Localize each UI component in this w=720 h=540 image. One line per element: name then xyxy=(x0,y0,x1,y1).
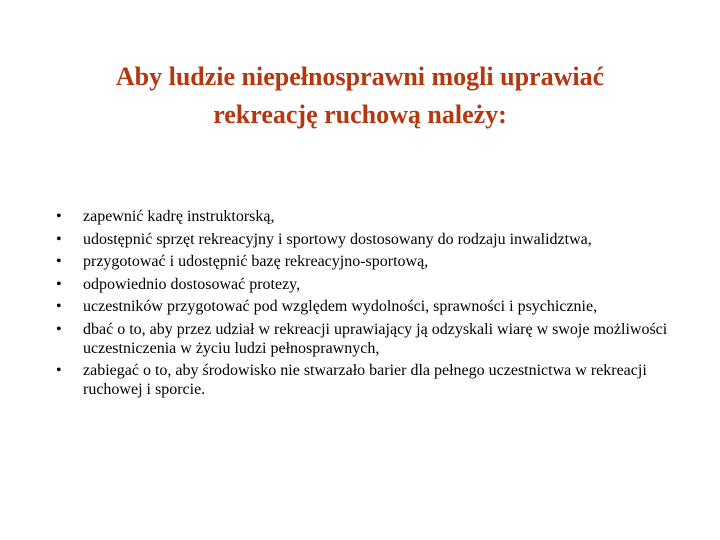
bullet-item xyxy=(56,275,676,294)
bullet-dot-icon: • xyxy=(56,362,62,379)
bullet-dot-icon: • xyxy=(56,253,62,270)
slide-title-line-2: rekreację ruchową należy: xyxy=(213,100,507,129)
bullet-text: dbać o to, aby przez udział w rekreacji uprawiający ją odzyskali wiarę w swoje możliwości uczestniczenia w życiu ludzi pełnosprawnych, xyxy=(83,320,668,357)
bullet-list xyxy=(56,207,676,403)
bullet-item xyxy=(56,361,676,399)
slide-title-line-1: Aby ludzie niepełnosprawni mogli uprawiać xyxy=(115,62,605,91)
bullet-dot-icon: • xyxy=(56,298,62,315)
slide-title xyxy=(40,58,680,134)
bullet-dot-icon: • xyxy=(56,208,62,225)
bullet-dot-icon: • xyxy=(56,275,62,293)
bullet-text: udostępnić sprzęt rekreacyjny i sportowy dostosowany do rodzaju inwalidztwa, xyxy=(83,230,592,248)
bullet-text: zabiegać o to, aby środowisko nie stwarzało barier dla pełnego uczestnictwa w rekreacji ruchowej i sporcie. xyxy=(83,362,647,398)
bullet-item xyxy=(56,230,676,249)
bullet-text: zapewnić kadrę instruktorską, xyxy=(83,208,275,225)
bullet-text: odpowiednio dostosować protezy, xyxy=(83,275,301,293)
bullet-item xyxy=(56,252,676,271)
bullet-item xyxy=(56,320,676,358)
bullet-item xyxy=(56,297,676,316)
bullet-dot-icon: • xyxy=(56,320,62,338)
bullet-text: przygotować i udostępnić bazę rekreacyjno-sportową, xyxy=(83,253,429,270)
bullet-item xyxy=(56,207,676,226)
bullet-dot-icon: • xyxy=(56,230,62,248)
bullet-text: uczestników przygotować pod względem wydolności, sprawności i psychicznie, xyxy=(83,298,598,315)
